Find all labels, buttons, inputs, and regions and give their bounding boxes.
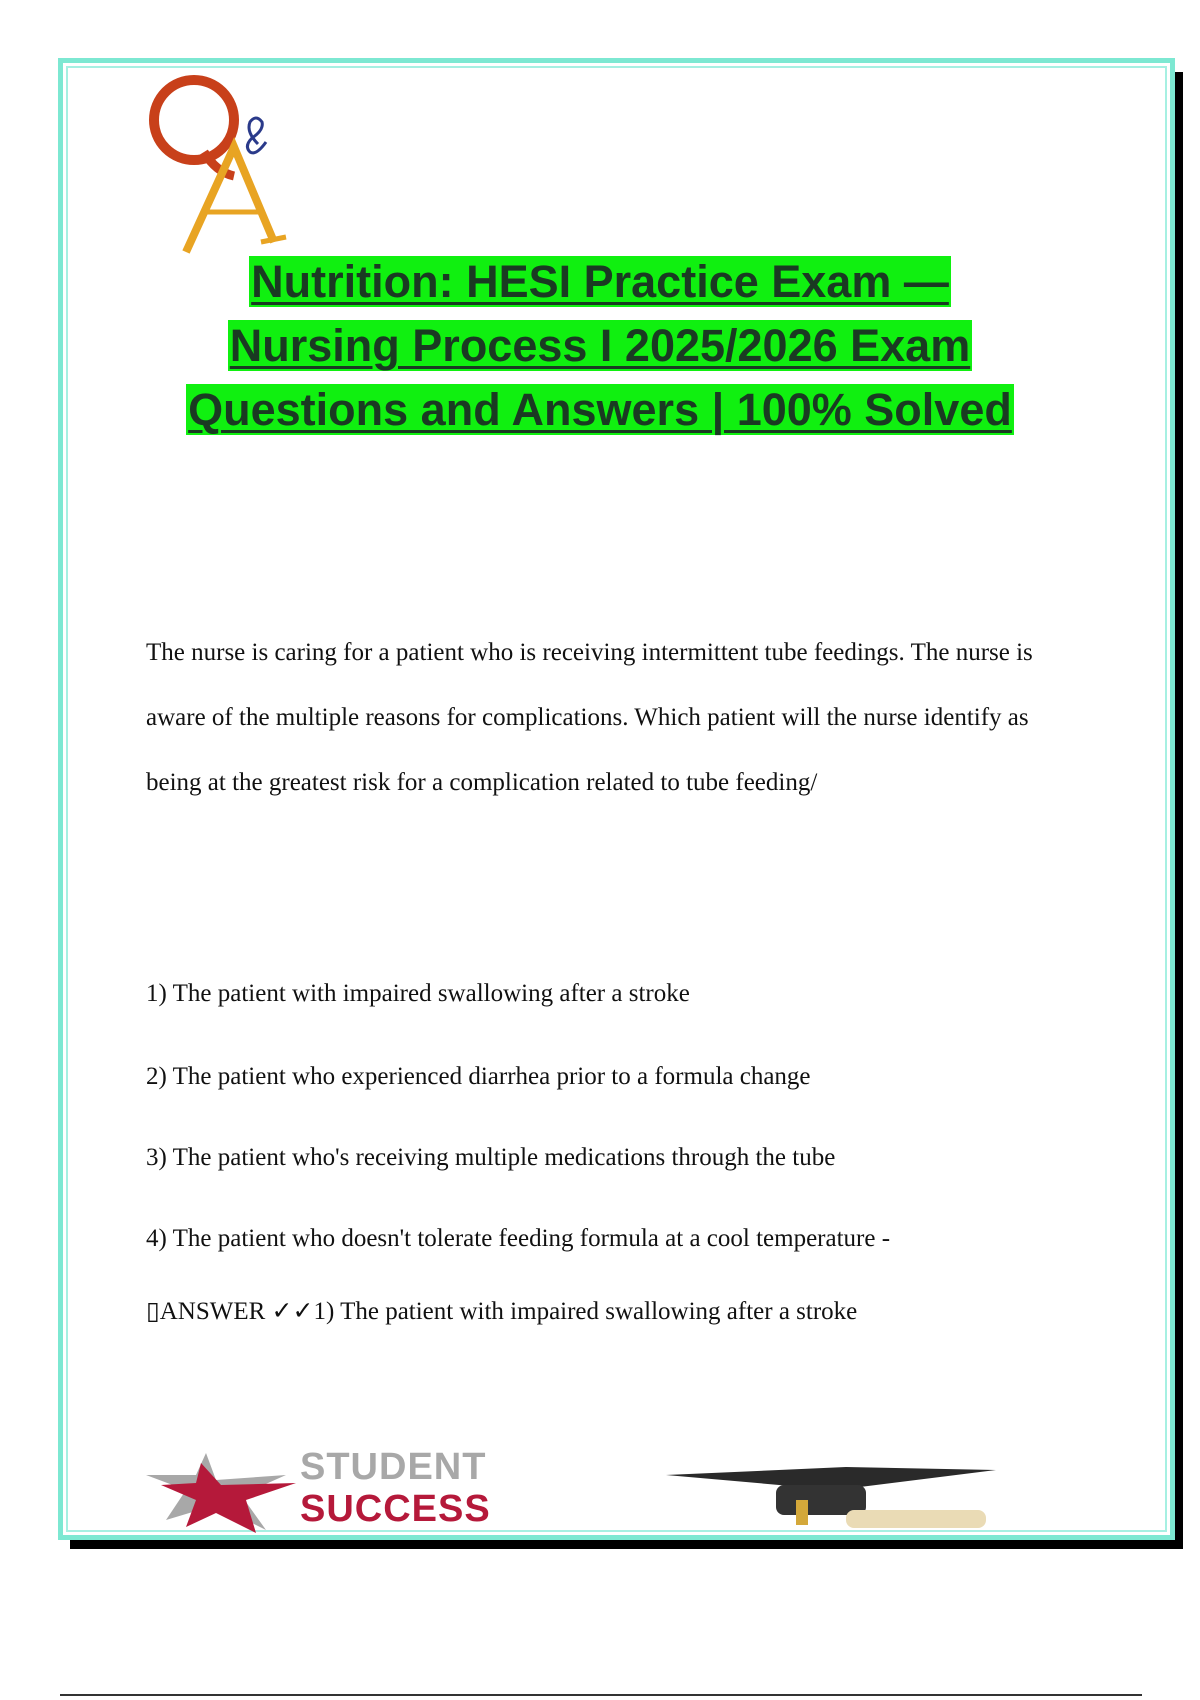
option-3: 3) The patient who's receiving multiple medications through the tube [146,1144,836,1171]
title-line-2: Nursing Process I 2025/2026 Exam [229,320,971,371]
document-title [0,250,1200,442]
student-success-wordmark [300,1446,491,1530]
logo-amp-shape [247,118,266,153]
student-success-star-icon [146,1445,1046,1535]
wordmark-success: SUCCESS [300,1488,491,1530]
title-line-3: Questions and Answers | 100% Solved [188,384,1012,435]
qa-logo [146,72,306,257]
option-4: 4) The patient who doesn't tolerate feeding formula at a cool temperature - [146,1225,891,1252]
page-divider [60,1694,1142,1696]
answer-text: ▯ANSWER ✓✓1) The patient with impaired swallowing after a stroke [146,1298,858,1325]
option-1: 1) The patient with impaired swallowing after a stroke [146,980,690,1007]
graduation-cap-icon [666,1467,996,1528]
question-text: The nurse is caring for a patient who is receiving intermittent tube feedings. The nurse is aware of the multiple reasons for complications. Which patient will the nurse identify as being at the greatest risk for a complication related to tube feeding/ [146,639,1033,796]
logo-q-shape [154,80,234,176]
option-2: 2) The patient who experienced diarrhea prior to a formula change [146,1063,811,1090]
title-line-1: Nutrition: HESI Practice Exam — [251,256,949,307]
wordmark-student: STUDENT [300,1446,487,1488]
